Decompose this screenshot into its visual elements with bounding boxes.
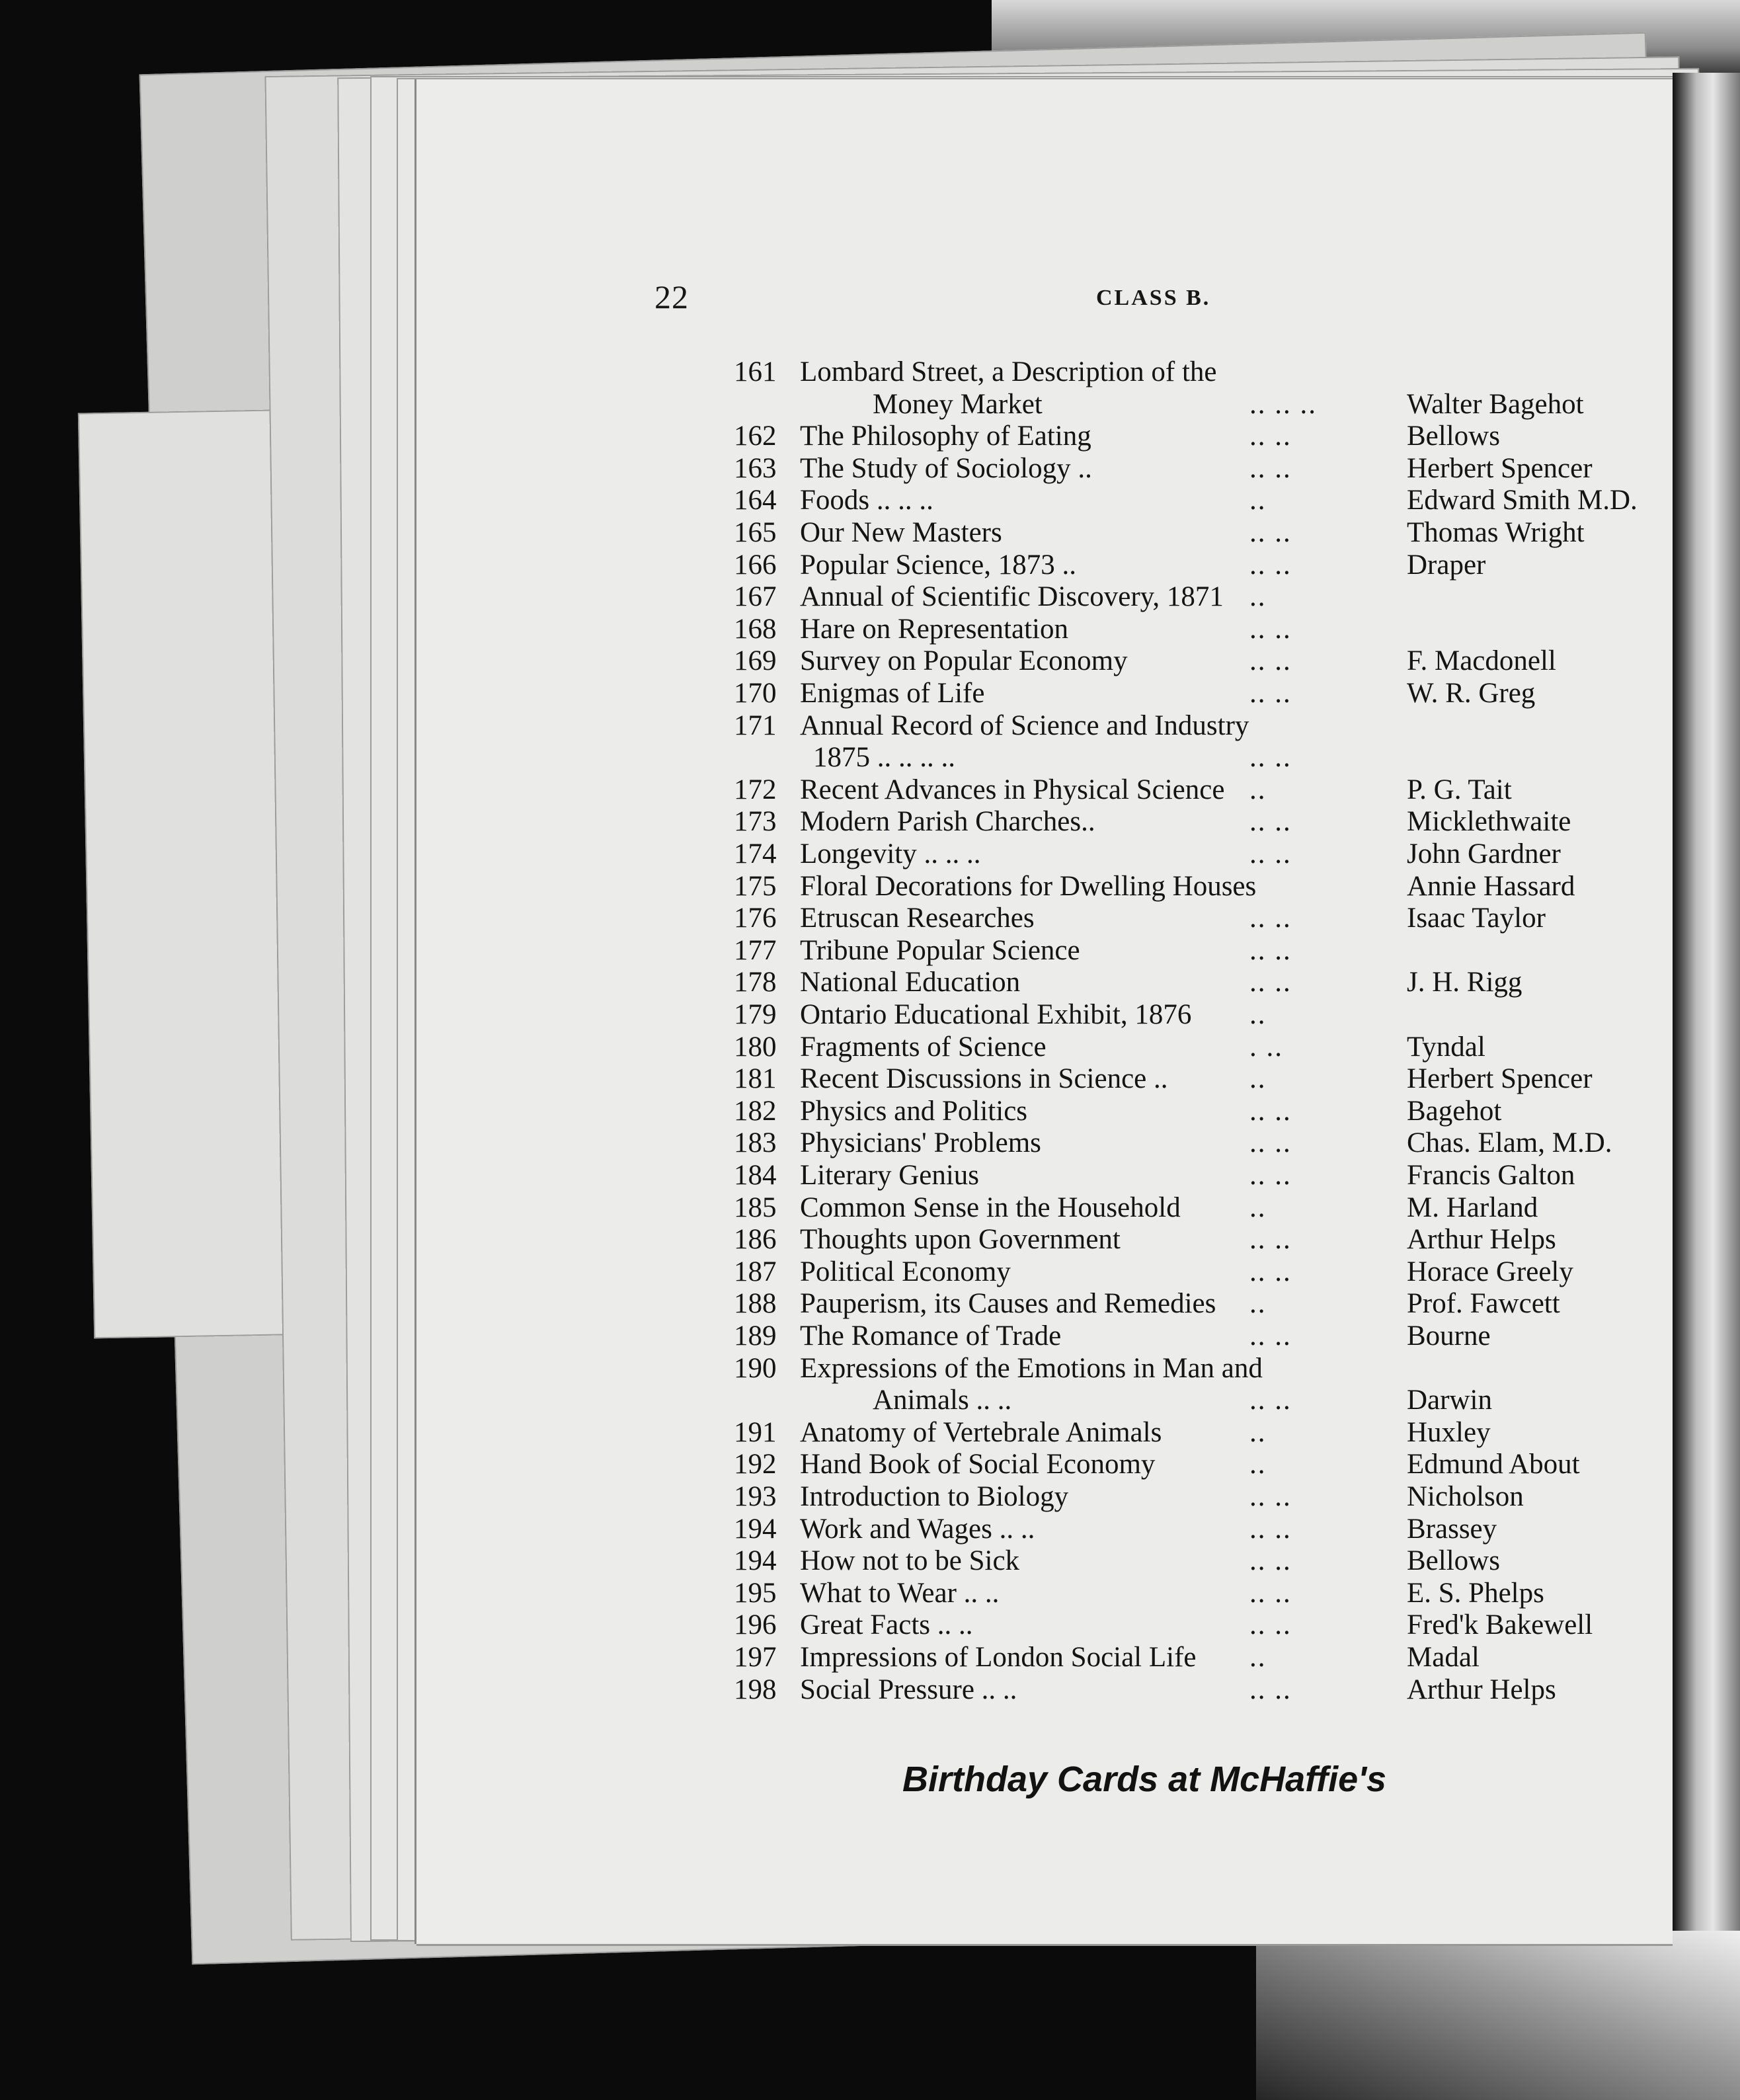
entry-author: Bellows <box>1407 421 1500 452</box>
entry-number: 193 <box>734 1481 777 1512</box>
entry-author: Walter Bagehot <box>1407 388 1584 420</box>
entry-number: 180 <box>734 1031 777 1063</box>
leader-dots: .. <box>1249 1191 1267 1223</box>
entry-title: The Romance of Trade <box>800 1320 1062 1352</box>
leader-dots: .. .. <box>1249 903 1292 934</box>
leader-dots: .. .. <box>1249 967 1292 998</box>
entry-title: Thoughts upon Government <box>800 1224 1121 1256</box>
entry-title: Floral Decorations for Dwelling Houses <box>800 870 1257 902</box>
leader-dots: .. .. <box>1249 1224 1292 1256</box>
entry-author: Annie Hassard <box>1407 870 1575 902</box>
entry-author: Horace Greely <box>1407 1256 1573 1287</box>
entry-number: 194 <box>734 1513 777 1545</box>
entry-author: M. Harland <box>1407 1191 1538 1223</box>
entry-author: W. R. Greg <box>1407 678 1536 709</box>
entry-author: Fred'k Bakewell <box>1407 1609 1593 1641</box>
entry-title: Enigmas of Life <box>800 678 985 709</box>
entry-number: 194 <box>734 1545 777 1577</box>
entry-author: Darwin <box>1407 1385 1492 1416</box>
entry-author: Arthur Helps <box>1407 1674 1556 1705</box>
leader-dots: .. .. <box>1249 1609 1292 1641</box>
entry-title: Tribune Popular Science <box>800 934 1080 966</box>
entry-title: Annual Record of Science and Industry <box>800 709 1249 741</box>
entry-author: Edmund About <box>1407 1449 1580 1480</box>
entry-title: Fragments of Science <box>800 1031 1047 1063</box>
leader-dots: .. .. <box>1249 1160 1292 1191</box>
entry-author: E. S. Phelps <box>1407 1577 1544 1609</box>
entry-author: Tyndal <box>1407 1031 1485 1063</box>
entry-number: 174 <box>734 838 777 869</box>
entry-title: Great Facts .. .. <box>800 1609 973 1641</box>
leader-dots: .. .. <box>1249 421 1292 452</box>
entry-author: Arthur Helps <box>1407 1224 1556 1256</box>
entry-title: Longevity .. .. .. <box>800 838 981 869</box>
entry-title: National Education <box>800 967 1021 998</box>
entry-number: 161 <box>734 356 777 387</box>
entry-title: Etruscan Researches <box>800 903 1035 934</box>
entry-number: 190 <box>734 1352 777 1384</box>
leader-dots: .. <box>1249 774 1267 805</box>
leader-dots: .. .. <box>1249 1481 1292 1512</box>
entry-title: Survey on Popular Economy <box>800 645 1128 677</box>
leader-dots: .. <box>1249 485 1267 516</box>
entry-author: Edward Smith M.D. <box>1407 485 1638 516</box>
leader-dots: .. .. <box>1249 517 1292 548</box>
leader-dots: .. .. <box>1249 838 1292 869</box>
entry-number: 186 <box>734 1224 777 1256</box>
entry-author: Draper <box>1407 549 1486 581</box>
entry-title: Literary Genius <box>800 1160 980 1191</box>
leader-dots: .. .. <box>1249 549 1292 581</box>
entry-number: 179 <box>734 999 777 1030</box>
entry-number: 165 <box>734 517 777 548</box>
entry-author: J. H. Rigg <box>1407 967 1522 998</box>
background-glare <box>1256 1931 1740 2100</box>
entry-author: Francis Galton <box>1407 1160 1575 1191</box>
catalog-page <box>416 79 1673 1944</box>
entry-number: 168 <box>734 613 777 645</box>
page-edge <box>1673 73 1740 1944</box>
entry-title: The Study of Sociology .. <box>800 452 1092 484</box>
entry-title: What to Wear .. .. <box>800 1577 1000 1609</box>
leader-dots: .. .. <box>1249 1545 1292 1577</box>
leader-dots: .. <box>1249 1063 1267 1095</box>
leader-dots: .. <box>1249 999 1267 1030</box>
entry-number: 187 <box>734 1256 777 1287</box>
entry-title: Hand Book of Social Economy <box>800 1449 1156 1480</box>
leader-dots: .. .. <box>1249 1577 1292 1609</box>
entry-title: Modern Parish Charches.. <box>800 806 1095 838</box>
entry-title: Common Sense in the Household <box>800 1191 1181 1223</box>
entry-title: Anatomy of Vertebrale Animals <box>800 1416 1162 1448</box>
entry-author: Nicholson <box>1407 1481 1524 1512</box>
entry-author: Bagehot <box>1407 1095 1502 1127</box>
leader-dots: .. .. <box>1249 742 1292 774</box>
entry-author: P. G. Tait <box>1407 774 1512 805</box>
entry-author: Brassey <box>1407 1513 1497 1545</box>
entry-number: 195 <box>734 1577 777 1609</box>
leader-dots: .. .. <box>1249 645 1292 677</box>
entry-title: Lombard Street, a Description of the <box>800 356 1217 387</box>
entry-title: Money Market <box>873 388 1043 420</box>
entry-title: Hare on Representation <box>800 613 1068 645</box>
entry-title: Recent Discussions in Science .. <box>800 1063 1168 1095</box>
entry-number: 197 <box>734 1642 777 1673</box>
entry-number: 181 <box>734 1063 777 1095</box>
entry-title: Annual of Scientific Discovery, 1871 <box>800 581 1224 613</box>
entry-number: 198 <box>734 1674 777 1705</box>
entry-number: 189 <box>734 1320 777 1352</box>
entry-title: Animals .. .. <box>873 1385 1012 1416</box>
entry-title: How not to be Sick <box>800 1545 1020 1577</box>
entry-number: 167 <box>734 581 777 613</box>
entry-number: 196 <box>734 1609 777 1641</box>
entry-number: 191 <box>734 1416 777 1448</box>
entry-number: 183 <box>734 1127 777 1159</box>
leader-dots: .. .. <box>1249 806 1292 838</box>
entry-number: 173 <box>734 806 777 838</box>
entry-author: Bourne <box>1407 1320 1491 1352</box>
entry-author: Madal <box>1407 1642 1480 1673</box>
entry-author: Bellows <box>1407 1545 1500 1577</box>
entry-title: Social Pressure .. .. <box>800 1674 1017 1705</box>
leader-dots: .. .. <box>1249 613 1292 645</box>
leader-dots: .. <box>1249 1288 1267 1320</box>
entry-title: Popular Science, 1873 .. <box>800 549 1076 581</box>
entry-author: Prof. Fawcett <box>1407 1288 1560 1320</box>
entry-author: John Gardner <box>1407 838 1561 869</box>
entry-title: Physics and Politics <box>800 1095 1028 1127</box>
entry-number: 185 <box>734 1191 777 1223</box>
entry-number: 178 <box>734 967 777 998</box>
leader-dots: .. .. <box>1249 934 1292 966</box>
entry-number: 171 <box>734 709 777 741</box>
entry-title: Pauperism, its Causes and Remedies <box>800 1288 1216 1320</box>
leader-dots: .. .. .. <box>1249 388 1317 420</box>
entry-author: Thomas Wright <box>1407 517 1585 548</box>
entry-title: Political Economy <box>800 1256 1011 1287</box>
entry-number: 162 <box>734 421 777 452</box>
entry-author: Chas. Elam, M.D. <box>1407 1127 1612 1159</box>
entry-author: Micklethwaite <box>1407 806 1571 838</box>
leader-dots: .. <box>1249 581 1267 613</box>
entry-title: Work and Wages .. .. <box>800 1513 1035 1545</box>
entry-number: 163 <box>734 452 777 484</box>
page-class-heading: CLASS B. <box>1096 286 1211 310</box>
entry-number: 182 <box>734 1095 777 1127</box>
entry-title: Ontario Educational Exhibit, 1876 <box>800 999 1192 1030</box>
entry-title: Recent Advances in Physical Science <box>800 774 1225 805</box>
leader-dots: .. .. <box>1249 1127 1292 1159</box>
leader-dots: .. .. <box>1249 1674 1292 1705</box>
leader-dots: .. .. <box>1249 1513 1292 1545</box>
entry-author: Isaac Taylor <box>1407 903 1546 934</box>
leader-dots: .. .. <box>1249 678 1292 709</box>
leader-dots: .. .. <box>1249 1320 1292 1352</box>
entry-author: Herbert Spencer <box>1407 452 1593 484</box>
entry-number: 184 <box>734 1160 777 1191</box>
entry-number: 188 <box>734 1288 777 1320</box>
leader-dots: .. .. <box>1249 452 1292 484</box>
leader-dots: .. <box>1249 1416 1267 1448</box>
leader-dots: .. .. <box>1249 1385 1292 1416</box>
entry-number: 177 <box>734 934 777 966</box>
entry-number: 172 <box>734 774 777 805</box>
entry-title: The Philosophy of Eating <box>800 421 1091 452</box>
entry-title: Expressions of the Emotions in Man and <box>800 1352 1263 1384</box>
leader-dots: .. <box>1249 1642 1267 1673</box>
entry-author: Huxley <box>1407 1416 1491 1448</box>
entry-title: Our New Masters <box>800 517 1002 548</box>
entry-title: Physicians' Problems <box>800 1127 1041 1159</box>
leader-dots: .. .. <box>1249 1095 1292 1127</box>
leader-dots: .. .. <box>1249 1256 1292 1287</box>
entry-number: 192 <box>734 1449 777 1480</box>
entry-title: Impressions of London Social Life <box>800 1642 1197 1673</box>
entry-number: 169 <box>734 645 777 677</box>
entry-number: 166 <box>734 549 777 581</box>
entry-title: Introduction to Biology <box>800 1481 1069 1512</box>
leader-dots: .. <box>1249 1449 1267 1480</box>
entry-title: Foods .. .. .. <box>800 485 933 516</box>
entry-author: Herbert Spencer <box>1407 1063 1593 1095</box>
entry-number: 176 <box>734 903 777 934</box>
entry-number: 170 <box>734 678 777 709</box>
advertisement-footer: Birthday Cards at McHaffie's <box>902 1759 1387 1799</box>
entry-number: 164 <box>734 485 777 516</box>
entry-title: 1875 .. .. .. .. <box>813 742 955 774</box>
entry-author: F. Macdonell <box>1407 645 1556 677</box>
leader-dots: . .. <box>1249 1031 1283 1063</box>
entry-number: 175 <box>734 870 777 902</box>
page-number: 22 <box>654 278 689 315</box>
